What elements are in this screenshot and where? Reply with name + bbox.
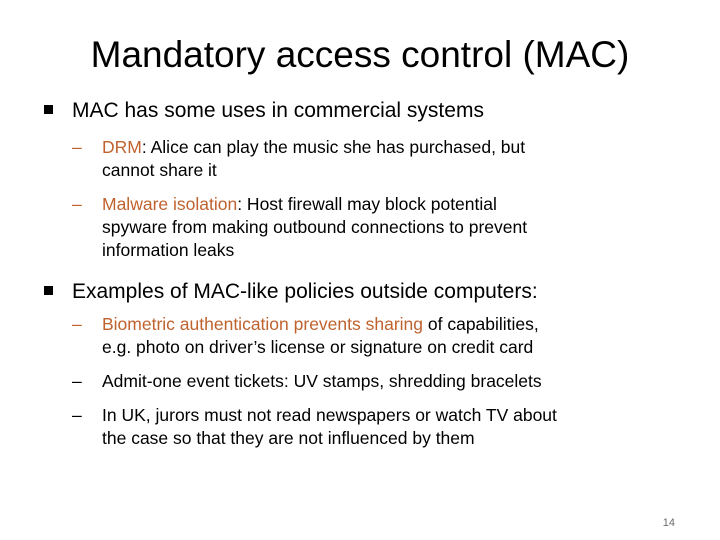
bullet-marker-2 <box>44 278 53 306</box>
bullet-text-2: Examples of MAC-like policies outside computers: <box>72 280 538 303</box>
sub-line-continuation: cannot share it <box>102 160 217 180</box>
sub-line <box>102 313 697 336</box>
dash-icon: – <box>72 314 82 334</box>
highlight-term: Malware isolation <box>102 194 238 214</box>
sub-line-continuation: the case so that they are not influenced by them <box>102 428 475 448</box>
bullet-marker-1 <box>44 97 53 125</box>
sub-line <box>102 136 697 159</box>
dash-icon: – <box>72 371 82 391</box>
highlight-term: DRM <box>102 137 142 157</box>
dash-icon: – <box>72 405 82 425</box>
dash-icon: – <box>72 194 82 214</box>
sub-text: : Host firewall may block potential <box>237 194 497 214</box>
square-bullet-icon <box>44 105 53 114</box>
highlight-term: Biometric authentication prevents sharing <box>102 314 424 334</box>
square-bullet-icon <box>44 286 53 295</box>
sub-line-continuation: information leaks <box>102 240 235 260</box>
sub-text: : Alice can play the music she has purchased, but <box>141 137 526 157</box>
sub-text: In UK, jurors must not read newspapers or watch TV about <box>102 405 557 425</box>
page-number: 14 <box>662 517 675 529</box>
sub-text: of capabilities, <box>423 314 539 334</box>
sub-text: Admit-one event tickets: UV stamps, shredding bracelets <box>102 371 542 391</box>
dash-icon: – <box>72 137 82 157</box>
slide-title: Mandatory access control (MAC) <box>90 34 630 75</box>
sub-line-continuation: spyware from making outbound connections to prevent <box>102 217 528 237</box>
bullet-text-1: MAC has some uses in commercial systems <box>72 99 484 122</box>
sub-line-continuation: e.g. photo on driver’s license or signature on credit card <box>102 337 534 357</box>
sub-line <box>102 193 697 216</box>
